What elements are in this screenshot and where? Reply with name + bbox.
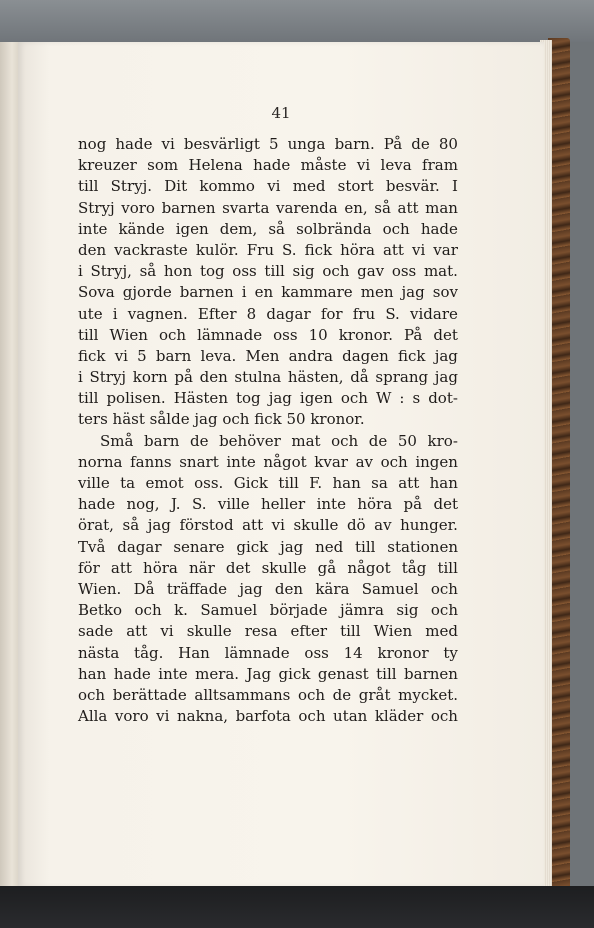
text-line: sade att vi skulle resa efter till Wien med [78,622,458,641]
text-line: ters häst sålde jag och fick 50 kronor. [78,410,365,429]
scan-background-top [0,0,594,42]
text-line: nästa tåg. Han lämnade oss 14 kronor ty [78,643,458,662]
text-line: till polisen. Hästen tog jag igen och W : s dot- [78,389,458,408]
text-line: Betko och k. Samuel började jämra sig och [78,601,458,620]
text-line: Alla voro vi nakna, barfota och utan kläder och [78,707,458,726]
text-line: örat, så jag förstod att vi skulle dö av hunger. [78,516,458,535]
text-line: i Stryj korn på den stulna hästen, då sprang jag [78,368,458,387]
text-line: Sova gjorde barnen i en kammare men jag sov [78,283,458,302]
text-line: till Stryj. Dit kommo vi med stort besvär. I [78,177,458,196]
book-page [18,42,544,887]
text-line: den vackraste kulör. Fru S. fick höra att vi var [78,240,458,259]
text-line: norna fanns snart inte något kvar av och ingen [78,452,458,471]
text-line: ville ta emot oss. Gick till F. han sa att han [78,474,458,492]
text-line: Små barn de behöver mat och de 50 kro- [100,431,458,450]
text-line: kreuzer som Helena hade måste vi leva fram [78,156,458,175]
text-line: fick vi 5 barn leva. Men andra dagen fick jag [78,346,458,365]
text-line: och berättade alltsammans och de gråt mycket. [78,685,458,704]
text-line: hade nog, J. S. ville heller inte höra på det [78,495,458,514]
page-number: 41 [271,104,291,122]
body-text [78,134,458,727]
text-line: Wien. Då träffade jag den kära Samuel och [78,579,458,598]
scan-background-bottom [0,886,594,928]
text-line: ute i vagnen. Efter 8 dagar for fru S. vidare [78,304,458,323]
text-line: nog hade vi besvärligt 5 unga barn. På de 80 [78,135,458,153]
text-line: han hade inte mera. Jag gick genast till barnen [78,664,458,683]
text-line: till Wien och lämnade oss 10 kronor. På det [78,325,458,344]
text-line: i Stryj, så hon tog oss till sig och gav oss mat. [78,262,458,281]
text-line: inte kände igen dem, så solbrända och hade [78,219,458,238]
text-line: för att höra när det skulle gå något tåg till [78,558,458,577]
text-line: Stryj voro barnen svarta varenda en, så att man [78,198,458,217]
text-line: Två dagar senare gick jag ned till stationen [78,537,458,556]
